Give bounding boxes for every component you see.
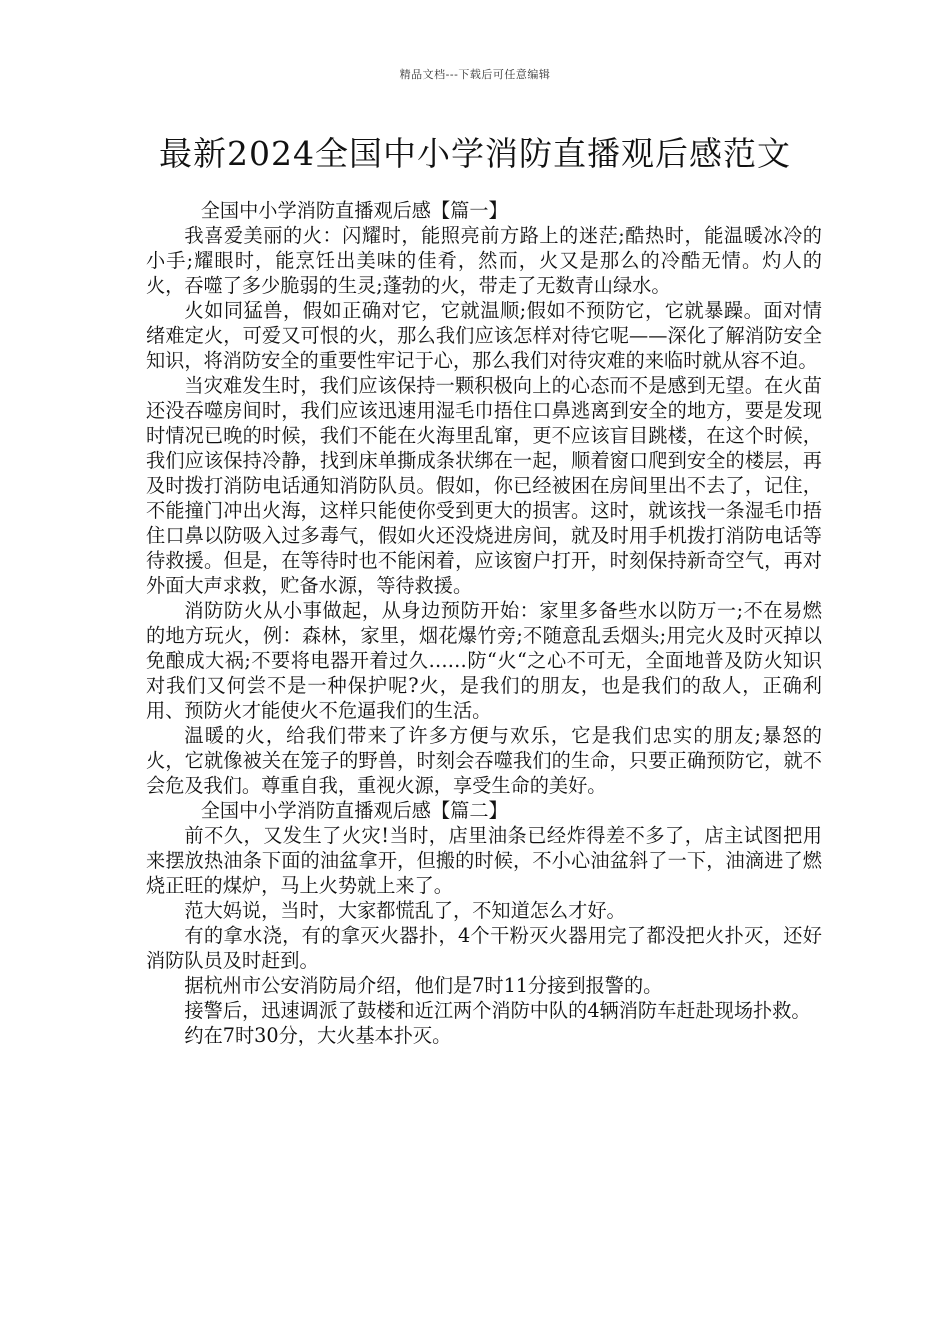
header-note: 精品文档---下载后可任意编辑 (399, 68, 551, 81)
paragraph: 约在7时30分，大火基本扑灭。 (184, 1024, 452, 1047)
document-body (146, 198, 822, 1048)
paragraph: 接警后，迅速调派了鼓楼和近江两个消防中队的4辆消防车赶赴现场扑救。 (184, 999, 811, 1022)
section-heading: 全国中小学消防直播观后感【篇一】 (200, 199, 508, 222)
paragraph: 我喜爱美丽的火：闪耀时，能照亮前方路上的迷茫;酷热时，能温暖冰冷的小手;耀眼时，能烹饪出美味的佳肴，然而，火又是那么的冷酷无情。灼人的火，吞噬了多少脆弱的生灵;蓬勃的火，带走了无数青山绿水。 (146, 224, 822, 297)
paragraph: 范大妈说，当时，大家都慌乱了，不知道怎么才好。 (184, 899, 626, 922)
paragraph: 有的拿水浇，有的拿灭火器扑，4个干粉灭火器用完了都没把火扑灭，还好消防队员及时赶到。 (146, 924, 822, 972)
paragraph: 温暖的火，给我们带来了许多方便与欢乐，它是我们忠实的朋友;暴怒的火，它就像被关在笼子的野兽，时刻会吞噬我们的生命，只要正确预防它，就不会危及我们。尊重自我，重视火源，享受生命的美好。 (146, 724, 822, 797)
paragraph: 火如同猛兽，假如正确对它，它就温顺;假如不预防它，它就暴躁。面对情绪难定火，可爱又可恨的火，那么我们应该怎样对待它呢——深化了解消防安全知识，将消防安全的重要性牢记于心，那么我们对待灾难的来临时就从容不迫。 (146, 299, 822, 372)
document-title: 最新2024全国中小学消防直播观后感范文 (159, 134, 791, 173)
paragraph: 当灾难发生时，我们应该保持一颗积极向上的心态而不是感到无望。在火苗还没吞噬房间时，我们应该迅速用湿毛巾捂住口鼻逃离到安全的地方，要是发现时情况已晚的时候，我们不能在火海里乱窜，更不应该盲目跳楼，在这个时候，我们应该保持冷静，找到床单撕成条状绑在一起，顺着窗口爬到安全的楼层，再及时拨打消防电话通知消防队员。假如，你已经被困在房间里出不去了，记住，不能撞门冲出火海，这样只能使你受到更大的损害。这时，就该找一条湿毛巾捂住口鼻以防吸入过多毒气，假如火还没烧进房间，就及时用手机拨打消防电话等待救援。但是，在等待时也不能闲着，应该窗户打开，时刻保持新奇空气，再对外面大声求救，贮备水源，等待救援。 (146, 374, 822, 597)
section-heading: 全国中小学消防直播观后感【篇二】 (200, 799, 508, 822)
paragraph: 前不久，又发生了火灾!当时，店里油条已经炸得差不多了，店主试图把用来摆放热油条下面的油盆拿开，但搬的时候，不小心油盆斜了一下，油滴进了燃烧正旺的煤炉，马上火势就上来了。 (146, 824, 822, 897)
paragraph: 据杭州市公安消防局介绍，他们是7时11分接到报警的。 (184, 974, 663, 997)
paragraph: 消防防火从小事做起，从身边预防开始：家里多备些水以防万一;不在易燃的地方玩火，例：森林，家里，烟花爆竹旁;不随意乱丢烟头;用完火及时灭掉以免酿成大祸;不要将电器开着过久……防“火“之心不可无，全面地普及防火知识对我们又何尝不是一种保护呢?火，是我们的朋友，也是我们的敌人，正确利用、预防火才能使火不危逼我们的生活。 (146, 599, 822, 722)
